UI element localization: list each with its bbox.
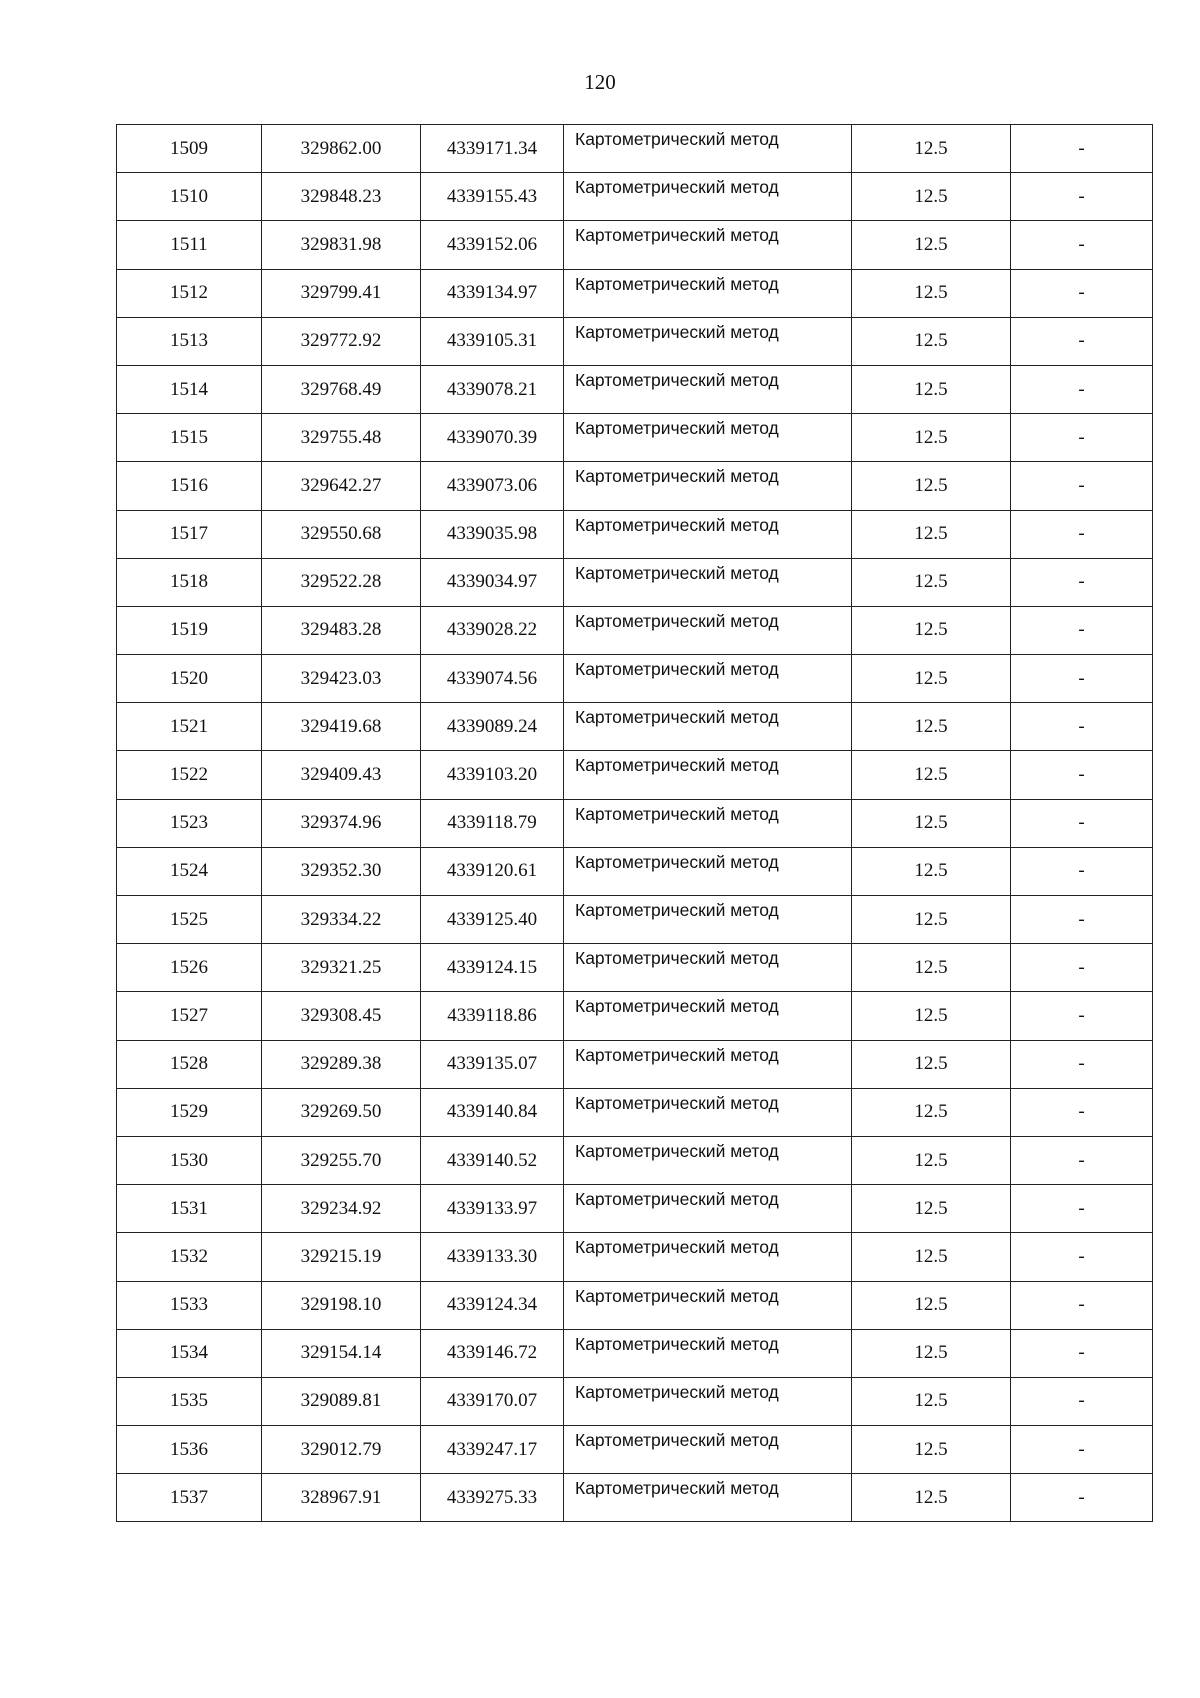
note-cell: - [1011,510,1153,558]
table-row [117,173,1153,221]
method-cell: Картометрический метод [564,365,852,413]
accuracy-cell: 12.5 [852,317,1011,365]
method-cell: Картометрический метод [564,1426,852,1474]
point-number-cell: 1522 [117,751,262,799]
x-coordinate-cell: 329012.79 [262,1426,421,1474]
y-coordinate-cell: 4339170.07 [421,1377,564,1425]
method-cell: Картометрический метод [564,221,852,269]
table-row [117,896,1153,944]
point-number-cell: 1537 [117,1474,262,1522]
method-cell: Картометрический метод [564,703,852,751]
accuracy-cell: 12.5 [852,847,1011,895]
point-number-cell: 1523 [117,799,262,847]
table-row [117,703,1153,751]
point-number-cell: 1520 [117,655,262,703]
x-coordinate-cell: 329269.50 [262,1088,421,1136]
note-cell: - [1011,799,1153,847]
point-number-cell: 1517 [117,510,262,558]
table-row [117,317,1153,365]
note-cell: - [1011,1426,1153,1474]
note-cell: - [1011,173,1153,221]
x-coordinate-cell: 329255.70 [262,1136,421,1184]
note-cell: - [1011,1474,1153,1522]
y-coordinate-cell: 4339074.56 [421,655,564,703]
table-row [117,1136,1153,1184]
table-row [117,462,1153,510]
x-coordinate-cell: 329334.22 [262,896,421,944]
y-coordinate-cell: 4339028.22 [421,606,564,654]
x-coordinate-cell: 329419.68 [262,703,421,751]
accuracy-cell: 12.5 [852,1329,1011,1377]
point-number-cell: 1531 [117,1185,262,1233]
y-coordinate-cell: 4339118.86 [421,992,564,1040]
y-coordinate-cell: 4339035.98 [421,510,564,558]
point-number-cell: 1518 [117,558,262,606]
point-number-cell: 1524 [117,847,262,895]
note-cell: - [1011,1329,1153,1377]
accuracy-cell: 12.5 [852,1040,1011,1088]
point-number-cell: 1527 [117,992,262,1040]
note-cell: - [1011,1136,1153,1184]
method-cell: Картометрический метод [564,1040,852,1088]
accuracy-cell: 12.5 [852,1136,1011,1184]
method-cell: Картометрический метод [564,1233,852,1281]
method-cell: Картометрический метод [564,1329,852,1377]
accuracy-cell: 12.5 [852,1088,1011,1136]
x-coordinate-cell: 329550.68 [262,510,421,558]
x-coordinate-cell: 329289.38 [262,1040,421,1088]
table-row [117,269,1153,317]
method-cell: Картометрический метод [564,655,852,703]
y-coordinate-cell: 4339118.79 [421,799,564,847]
accuracy-cell: 12.5 [852,799,1011,847]
table-row [117,558,1153,606]
method-cell: Картометрический метод [564,269,852,317]
table-row [117,847,1153,895]
y-coordinate-cell: 4339105.31 [421,317,564,365]
x-coordinate-cell: 329848.23 [262,173,421,221]
table-row [117,992,1153,1040]
table-row [117,125,1153,173]
x-coordinate-cell: 329831.98 [262,221,421,269]
table-row [117,655,1153,703]
point-number-cell: 1526 [117,944,262,992]
note-cell: - [1011,751,1153,799]
note-cell: - [1011,1185,1153,1233]
accuracy-cell: 12.5 [852,173,1011,221]
y-coordinate-cell: 4339140.52 [421,1136,564,1184]
table-row [117,510,1153,558]
point-number-cell: 1513 [117,317,262,365]
x-coordinate-cell: 329768.49 [262,365,421,413]
table-row [117,1040,1153,1088]
method-cell: Картометрический метод [564,751,852,799]
point-number-cell: 1535 [117,1377,262,1425]
note-cell: - [1011,944,1153,992]
x-coordinate-cell: 329409.43 [262,751,421,799]
table-row [117,1185,1153,1233]
point-number-cell: 1514 [117,365,262,413]
y-coordinate-cell: 4339146.72 [421,1329,564,1377]
point-number-cell: 1511 [117,221,262,269]
point-number-cell: 1512 [117,269,262,317]
accuracy-cell: 12.5 [852,703,1011,751]
accuracy-cell: 12.5 [852,462,1011,510]
method-cell: Картометрический метод [564,317,852,365]
note-cell: - [1011,462,1153,510]
note-cell: - [1011,221,1153,269]
x-coordinate-cell: 329423.03 [262,655,421,703]
accuracy-cell: 12.5 [852,510,1011,558]
note-cell: - [1011,606,1153,654]
accuracy-cell: 12.5 [852,1377,1011,1425]
method-cell: Картометрический метод [564,1136,852,1184]
method-cell: Картометрический метод [564,1185,852,1233]
point-number-cell: 1533 [117,1281,262,1329]
point-number-cell: 1530 [117,1136,262,1184]
point-number-cell: 1515 [117,414,262,462]
table-row [117,751,1153,799]
table-body [117,125,1153,1522]
y-coordinate-cell: 4339073.06 [421,462,564,510]
table-row [117,1088,1153,1136]
note-cell: - [1011,655,1153,703]
x-coordinate-cell: 328967.91 [262,1474,421,1522]
method-cell: Картометрический метод [564,606,852,654]
note-cell: - [1011,703,1153,751]
note-cell: - [1011,1088,1153,1136]
method-cell: Картометрический метод [564,896,852,944]
accuracy-cell: 12.5 [852,1281,1011,1329]
table-row [117,1474,1153,1522]
point-number-cell: 1534 [117,1329,262,1377]
y-coordinate-cell: 4339155.43 [421,173,564,221]
x-coordinate-cell: 329198.10 [262,1281,421,1329]
point-number-cell: 1521 [117,703,262,751]
method-cell: Картометрический метод [564,558,852,606]
x-coordinate-cell: 329755.48 [262,414,421,462]
y-coordinate-cell: 4339078.21 [421,365,564,413]
x-coordinate-cell: 329308.45 [262,992,421,1040]
x-coordinate-cell: 329321.25 [262,944,421,992]
note-cell: - [1011,365,1153,413]
accuracy-cell: 12.5 [852,1233,1011,1281]
method-cell: Картометрический метод [564,125,852,173]
y-coordinate-cell: 4339135.07 [421,1040,564,1088]
method-cell: Картометрический метод [564,992,852,1040]
accuracy-cell: 12.5 [852,125,1011,173]
x-coordinate-cell: 329522.28 [262,558,421,606]
accuracy-cell: 12.5 [852,558,1011,606]
note-cell: - [1011,896,1153,944]
y-coordinate-cell: 4339133.97 [421,1185,564,1233]
method-cell: Картометрический метод [564,462,852,510]
coordinates-table [116,124,1153,1522]
method-cell: Картометрический метод [564,1088,852,1136]
accuracy-cell: 12.5 [852,896,1011,944]
point-number-cell: 1525 [117,896,262,944]
y-coordinate-cell: 4339124.15 [421,944,564,992]
table-row [117,1233,1153,1281]
x-coordinate-cell: 329234.92 [262,1185,421,1233]
method-cell: Картометрический метод [564,1281,852,1329]
x-coordinate-cell: 329642.27 [262,462,421,510]
accuracy-cell: 12.5 [852,944,1011,992]
x-coordinate-cell: 329772.92 [262,317,421,365]
method-cell: Картометрический метод [564,799,852,847]
table-row [117,799,1153,847]
y-coordinate-cell: 4339247.17 [421,1426,564,1474]
note-cell: - [1011,317,1153,365]
table-row [117,1426,1153,1474]
x-coordinate-cell: 329154.14 [262,1329,421,1377]
note-cell: - [1011,847,1153,895]
note-cell: - [1011,125,1153,173]
method-cell: Картометрический метод [564,1377,852,1425]
accuracy-cell: 12.5 [852,365,1011,413]
y-coordinate-cell: 4339134.97 [421,269,564,317]
y-coordinate-cell: 4339171.34 [421,125,564,173]
accuracy-cell: 12.5 [852,751,1011,799]
accuracy-cell: 12.5 [852,1185,1011,1233]
accuracy-cell: 12.5 [852,606,1011,654]
note-cell: - [1011,1040,1153,1088]
y-coordinate-cell: 4339140.84 [421,1088,564,1136]
y-coordinate-cell: 4339089.24 [421,703,564,751]
accuracy-cell: 12.5 [852,655,1011,703]
x-coordinate-cell: 329352.30 [262,847,421,895]
y-coordinate-cell: 4339124.34 [421,1281,564,1329]
y-coordinate-cell: 4339120.61 [421,847,564,895]
x-coordinate-cell: 329089.81 [262,1377,421,1425]
method-cell: Картометрический метод [564,944,852,992]
x-coordinate-cell: 329862.00 [262,125,421,173]
table-row [117,944,1153,992]
accuracy-cell: 12.5 [852,414,1011,462]
method-cell: Картометрический метод [564,847,852,895]
point-number-cell: 1509 [117,125,262,173]
point-number-cell: 1529 [117,1088,262,1136]
page-number: 120 [584,70,616,94]
accuracy-cell: 12.5 [852,269,1011,317]
point-number-cell: 1532 [117,1233,262,1281]
point-number-cell: 1516 [117,462,262,510]
table-row [117,414,1153,462]
point-number-cell: 1528 [117,1040,262,1088]
y-coordinate-cell: 4339125.40 [421,896,564,944]
table-row [117,365,1153,413]
method-cell: Картометрический метод [564,1474,852,1522]
method-cell: Картометрический метод [564,510,852,558]
accuracy-cell: 12.5 [852,221,1011,269]
method-cell: Картометрический метод [564,173,852,221]
table-row [117,1377,1153,1425]
x-coordinate-cell: 329799.41 [262,269,421,317]
point-number-cell: 1536 [117,1426,262,1474]
x-coordinate-cell: 329215.19 [262,1233,421,1281]
note-cell: - [1011,1233,1153,1281]
note-cell: - [1011,558,1153,606]
table-row [117,221,1153,269]
table-row [117,606,1153,654]
table-row [117,1329,1153,1377]
point-number-cell: 1519 [117,606,262,654]
accuracy-cell: 12.5 [852,1474,1011,1522]
y-coordinate-cell: 4339070.39 [421,414,564,462]
x-coordinate-cell: 329483.28 [262,606,421,654]
accuracy-cell: 12.5 [852,1426,1011,1474]
note-cell: - [1011,414,1153,462]
table-row [117,1281,1153,1329]
y-coordinate-cell: 4339133.30 [421,1233,564,1281]
note-cell: - [1011,1377,1153,1425]
point-number-cell: 1510 [117,173,262,221]
x-coordinate-cell: 329374.96 [262,799,421,847]
y-coordinate-cell: 4339275.33 [421,1474,564,1522]
note-cell: - [1011,992,1153,1040]
y-coordinate-cell: 4339034.97 [421,558,564,606]
y-coordinate-cell: 4339152.06 [421,221,564,269]
y-coordinate-cell: 4339103.20 [421,751,564,799]
note-cell: - [1011,1281,1153,1329]
accuracy-cell: 12.5 [852,992,1011,1040]
note-cell: - [1011,269,1153,317]
method-cell: Картометрический метод [564,414,852,462]
